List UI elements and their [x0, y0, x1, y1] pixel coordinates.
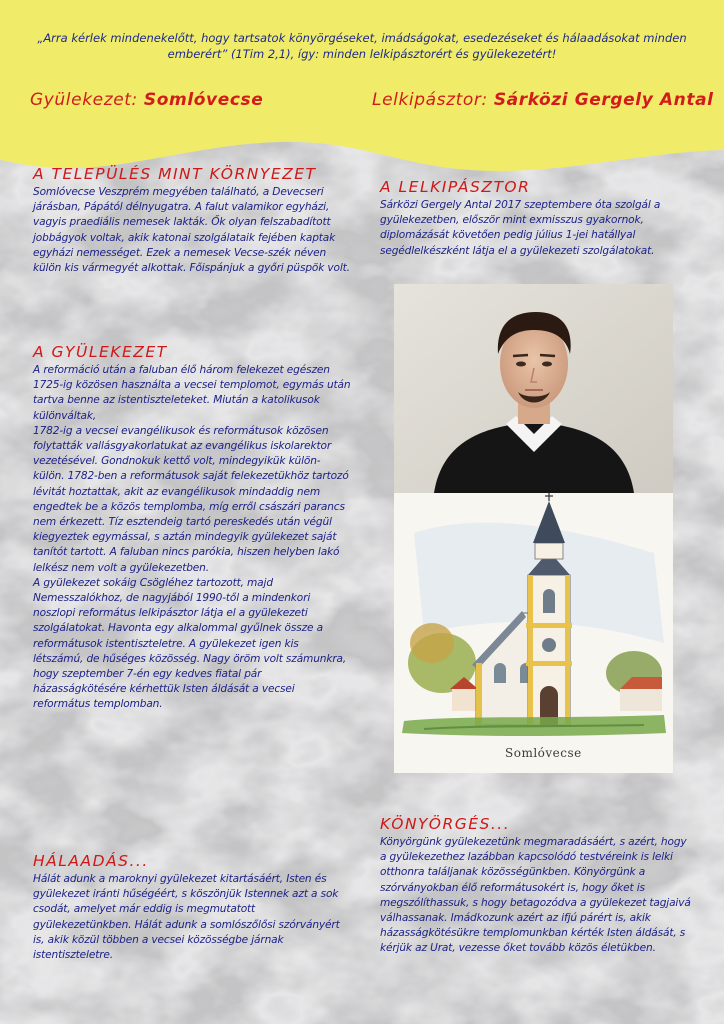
section-prayer-title: KÖNYÖRGÉS... [380, 815, 511, 833]
pastor-label: Lelkipásztor: [372, 90, 488, 110]
section-pastor-title: A LELKIPÁSZTOR [380, 178, 531, 196]
section-congregation-title: A GYÜLEKEZET [33, 343, 168, 361]
section-village-title: A TELEPÜLÉS MINT KÖRNYEZET [33, 165, 317, 183]
church-painting-caption: Somlóvecse [505, 746, 582, 760]
section-congregation [33, 343, 351, 713]
section-thanks-text: Hálát adunk a maroknyi gyülekezet kitartásáért, Isten és gyülekezet iránti hűségéért, s köszönjük Istennek azt a sok csodát, amelyet már eddig is megmutatott gyülekezetünkben. Hálát adunk a somlószőlősi szórványért is, akik közül többen a vecsei közösségbe járnak istentiszteletre. [33, 873, 340, 962]
section-prayer-text: Könyörgünk gyülekezetünk megmaradásáért, s azért, hogy a gyülekezethez lazábban kapcsolódó testvéreink is lelki otthonra találjanak közösségünkben. Könyörgünk a szórványokban élő reformátusokért is, hogy őket is megszólíthassuk, s hogy betagozódva a gyülekezet tagjaivá válhassanak. Imádkozunk azért az ifjú párért is, akik házasságkötésükre templomunkban kérték Isten áldását, s kérjük az Urat, vezesse őket tovább közös életükben. [380, 836, 691, 955]
congregation-label: Gyülekezet: [30, 90, 138, 110]
section-congregation-paragraph: A gyülekezet sokáig Csögléhez tartozott, majd Nemesszalókhoz, de nagyjából 1990-től a mindenkori noszlopi református lelkipásztor látja el a gyülekezeti szolgálatokat. Havonta egy alkalommal gyűlnek össze a reformátusok istentiszteletre. A gyülekezet igen kis létszámú, de hűséges közösség. Nagy öröm volt számunkra, hogy szeptember 7-én egy kedves fiatal pár házasságkötésére kérhettük Isten áldását a vecsei református templomban. [33, 576, 347, 711]
pastor-heading [372, 90, 714, 110]
header-banner [0, 0, 724, 175]
section-thanks-title: HÁLAADÁS... [33, 852, 149, 870]
section-congregation-paragraph: A reformáció után a faluban élő három felekezet egészen 1725-ig közösen használta a vecsei templomot, egymás után tartva benne az istentiszteleteket. Miután a katolikusok különváltak, [33, 364, 351, 422]
section-thanks [33, 852, 351, 963]
section-village-text: Somlóvecse Veszprém megyében található, a Devecseri járásban, Pápától délnyugatra. A falut valamikor egyházi, vagyis praediális nemesek lakták. Ők olyan felszabadított jobbágyok voltak, akik katonai szolgálataik fejében kaptak egyházi nemességet. Ezek a nemesek Vecse-szék néven külön kis vármegyét alkottak. Főispánjuk a győri püspök volt. [33, 186, 350, 275]
section-pastor-text: Sárközi Gergely Antal 2017 szeptembere óta szolgál a gyülekezetben, először mint exmisszus gyakornok, diplomázását követően pedig július 1-jei hatállyal segédlelkészként látja el a gyülekezeti szolgálatokat. [380, 199, 661, 257]
section-prayer [380, 815, 692, 957]
section-pastor [380, 178, 692, 259]
bible-quote: „Arra kérlek mindenekelőtt, hogy tartsatok könyörgéseket, imádságokat, esedezéseket és hálaadásokat minden emberért” (1Tim 2,1), így: minden lelkipásztorért és gyülekezetért! [37, 31, 687, 61]
section-congregation-paragraph: 1782-ig a vecsei evangélikusok és reformátusok közösen folytatták vallásgyakorlatukat az evangélikus iskolarektor vezetésével. Gondnokuk kettő volt, mindegyikük külön-külön. 1782-ben a reformátusok saját felekezetükhöz tartozó lévitát hoztattak, akit az evangélikusok mindaddig nem engedtek be a közös templomba, míg erről császári parancs nem érkezett. Tíz esztendeig tartó pereskedés után végül kiegyeztek egymással, s aztán mindegyik gyülekezet saját tanítót tartott. A faluban nincs parókia, hiszen helyben lakó lelkész nem volt a gyülekezetben. [33, 424, 349, 574]
congregation-value: Somlóvecse [143, 90, 264, 110]
pastor-value: Sárközi Gergely Antal [493, 90, 714, 110]
section-village [33, 165, 351, 276]
church-painting [394, 493, 673, 773]
congregation-heading [30, 90, 263, 110]
pastor-photo [394, 284, 673, 493]
